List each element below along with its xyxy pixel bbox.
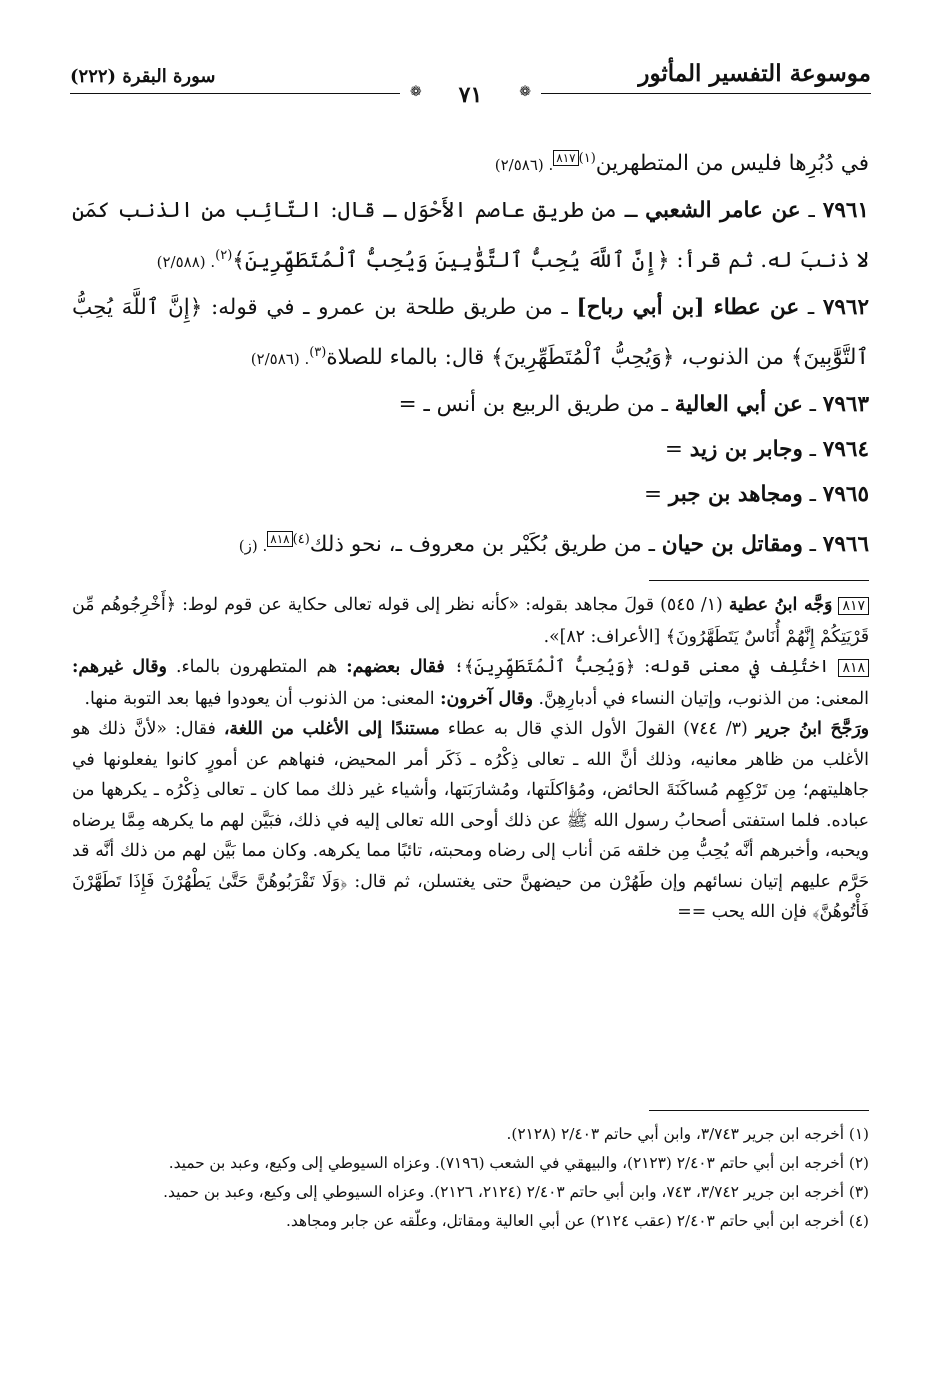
note-818: ٨١٨ اختُلِف في معنى قوله: ﴿وَيُحِبُّ ٱلْمُتَطَهِّرِينَ﴾؛ فقال بعضهم: هم المتطهرون بالماء. وقال غيرهم: المعنى: من الذنوب، وإتيان النساء في أدبارِهِنَّ. وقال آخرون: المعنى: من الذنوب أن يعودوا فيها بعد التوبة منها. xyxy=(72,657,869,709)
footnote-3: (٣) أخرجه ابن جرير ٣/٧٤٢، ٧٤٣، وابن أبي حاتم ٢/٤٠٣ (٢١٢٤، ٢١٢٦). وعزاه السيوطي إلى وكيع، وعبد بن حميد. xyxy=(163,1183,869,1201)
note-marker[interactable]: ٨١٨ xyxy=(267,531,292,547)
footnote-marker[interactable]: (٤) xyxy=(292,532,310,548)
narration-7963: ٧٩٦٣ ـ عن أبي العالية ـ من طريق الربيع بن أنس ـ = xyxy=(398,392,869,418)
narrator-name: عن عطاء [بن أبي رباح] xyxy=(576,295,800,321)
narration-7965: ٧٩٦٥ ـ ومجاهد بن جبر = xyxy=(644,482,869,508)
narration-7964: ٧٩٦٤ ـ وجابر بن زيد = xyxy=(664,437,869,463)
footnotes-separator xyxy=(649,1110,869,1111)
footnote-4: (٤) أخرجه ابن أبي حاتم ٢/٤٠٣ (عقب ٢١٢٤) عن أبي العالية ومقاتل، وعلّقه عن جابر ومجاهد. xyxy=(285,1212,869,1230)
main-text xyxy=(72,136,869,570)
volume-reference: . (ز) xyxy=(238,537,268,556)
page-number: ٧١ xyxy=(455,82,487,108)
narration-number: ٧٩٦٦ xyxy=(822,532,869,558)
narration-number: ٧٩٦٤ xyxy=(822,437,869,463)
narrator-name: عن أبي العالية xyxy=(674,392,803,418)
ornament-icon: ❁ xyxy=(410,84,422,100)
narrator-name: ومجاهد بن جبر xyxy=(668,482,803,508)
narrator-name: وجابر بن زيد xyxy=(689,437,803,463)
narration-number: ٧٩٦٥ xyxy=(822,482,869,508)
narration-7966: ٧٩٦٦ ـ ومقاتل بن حيان ـ من طريق بُكَيْر بن معروف ـ، نحو ذلك$^{(٤)٨١٨}$. (ز) xyxy=(238,532,869,558)
commentary-notes xyxy=(72,590,869,928)
footnote-2: (٢) أخرجه ابن أبي حاتم ٢/٤٠٣ (٢١٢٣)، والبيهقي في الشعب (٧١٩٦). وعزاه السيوطي إلى وكيع، وعبد بن حميد. xyxy=(168,1154,869,1172)
note-number-box: ٨١٨ xyxy=(838,659,869,677)
footnotes xyxy=(72,1120,869,1236)
narrator-name: عن عامر الشعبي xyxy=(645,198,801,224)
note-818-tarjih: ورَجَّحَ ابنُ جرير (٣/ ٧٤٤) القولَ الأول الذي قال به عطاء مستندًا إلى الأغلب من اللغة، فقال: «لأنَّ ذلك هو الأغلب من ظاهر معانيه، وذلك أنَّ الله ـ تعالى ذِكْرُه ـ ذَكَر أمر المحيض، فنهاهم عن أمورٍ كانوا يفعلونها في جاهليتهم؛ مِن تَرْكِهِم مُساكَنَةَ الحائض، ومُؤاكلَتها، ومُشارَبَتها، وأشياء غير ذلك مما كان ـ تعالى ذِكْرُه ـ يكرهها من عباده. فلما استفتى أصحابُ رسول الله ﷺ عن ذلك أوحى الله تعالى إليه في ذلك، فبَيَّن لهم ما يكرهه مِمَّا يرضاه ويحبه، وأخبرهم أنَّه يُحِبُّ مِن خلقه مَن أناب إلى رضاه ومحبته، تائبًا مما يكرهه. وكان مما بَيَّن لهم من ذلك أنَّه قد حَرَّم عليهم إتيان نسائهم وإن طَهُرْن من حيضهنَّ حتى يغتسلن، ثم قال: ﴿وَلَا تَقْرَبُوهُنَّ حَتَّىٰ يَطْهُرْنَ فَإِذَا تَطَهَّرْنَ فَأْتُوهُنَّ﴾ فإن الله يحب == xyxy=(72,719,870,922)
notes-separator xyxy=(649,580,869,581)
narration-number: ٧٩٦١ xyxy=(822,198,869,224)
narration-number: ٧٩٦٣ xyxy=(822,392,869,418)
note-number-box: ٨١٧ xyxy=(838,597,869,615)
footnote-marker[interactable]: (٢) xyxy=(215,248,233,264)
volume-reference: . (٢/٥٨٦) xyxy=(494,156,554,175)
book-title: موسوعة التفسير المأثور xyxy=(638,60,871,87)
footnote-1: (١) أخرجه ابن جرير ٣/٧٤٣، وابن أبي حاتم ٢/٤٠٣ (٢١٢٨). xyxy=(506,1125,869,1143)
footnote-marker[interactable]: (١) xyxy=(578,151,596,166)
narration-7962: ٧٩٦٢ ـ عن عطاء [بن أبي رباح] ـ من طريق طلحة بن عمرو ـ في قوله: ﴿إِنَّ ٱللَّهَ يُحِبُّ ٱلتَّوَّٰبِينَ﴾ من الذنوب، ﴿وَيُحِبُّ ٱلْمُتَطَهِّرِينَ﴾ قال: بالماء للصلاة$^{(٣)}$. (٢/٥٨٦) xyxy=(72,295,870,371)
page-header xyxy=(70,60,871,112)
narration-7961: ٧٩٦١ ـ عن عامر الشعبي ـ من طريق عاصم الأَحْوَل ـ قال: التّائِب من الذنب كمَن لا ذنبَ له. ثم قرأ: ﴿إِنَّ ٱللَّهَ يُحِبُّ ٱلتَّوَّٰبِينَ وَيُحِبُّ ٱلْمُتَطَهِّرِينَ﴾$^{(٢)}$. (٢/٥٨٨) xyxy=(72,198,869,274)
volume-reference: . (٢/٥٨٦) xyxy=(250,350,310,369)
narrator-name: ومقاتل بن حيان xyxy=(661,532,803,558)
note-817: ٨١٧ وَجَّه ابنُ عطية (١/ ٥٤٥) قولَ مجاهد بقوله: «كأنه نظر إلى قوله تعالى حكاية عن قوم لوط: ﴿أَخْرِجُوهُم مِّن قَرْيَتِكُمْ إِنَّهُمْ أُنَاسٌ يَتَطَهَّرُونَ﴾ [الأعراف: ٨٢]». xyxy=(72,595,869,647)
ornament-icon: ❁ xyxy=(519,84,531,100)
paragraph-continuation: في دُبُرِها فليس من المتطهرين$^{(١)٨١٧}$. (٢/٥٨٦) xyxy=(494,151,869,177)
footnote-marker[interactable]: (٣) xyxy=(309,345,327,361)
narration-number: ٧٩٦٢ xyxy=(822,295,870,321)
header-rule-right xyxy=(541,93,871,94)
surah-title: سورة البقرة (٢٢٢) xyxy=(70,66,216,87)
note-marker[interactable]: ٨١٧ xyxy=(553,150,578,166)
volume-reference: . (٢/٥٨٨) xyxy=(156,253,216,272)
header-rule-left xyxy=(70,93,400,94)
